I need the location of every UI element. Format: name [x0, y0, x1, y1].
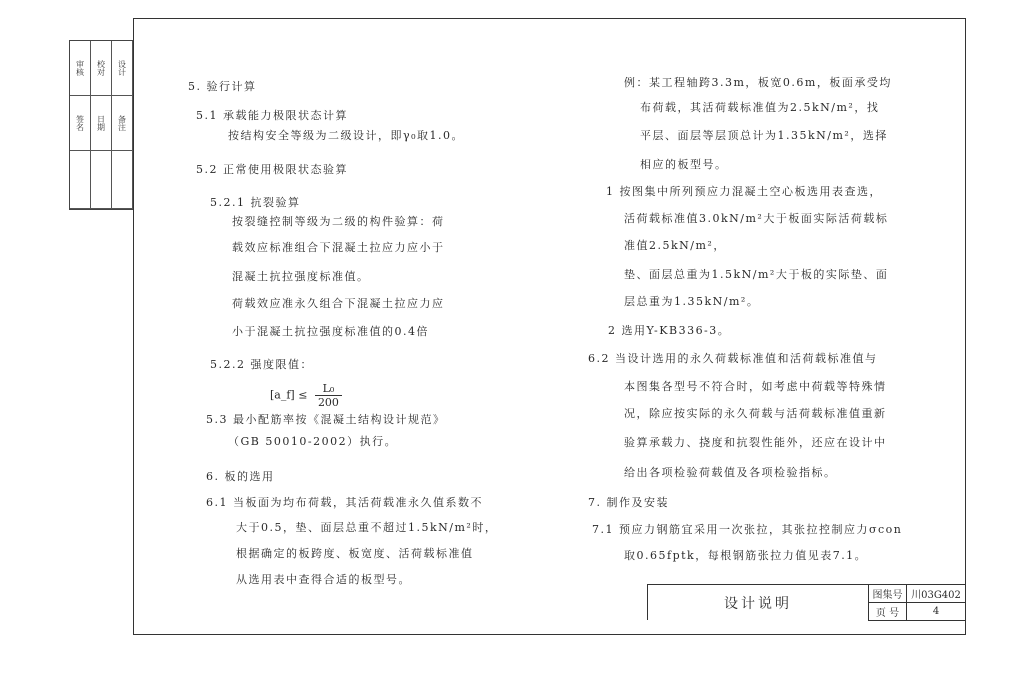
subsection-heading: 5.2.2 强度限值：: [210, 358, 313, 371]
formula-numerator: L₀: [315, 382, 342, 396]
body-text: 小于混凝土抗拉强度标准值的0.4倍: [232, 325, 429, 338]
body-text: 7.1 预应力钢筋宜采用一次张拉，其张拉控制应力σcon: [592, 523, 903, 536]
example-text: 平层、面层等层顶总计为1.35kN/m²，选择: [640, 129, 888, 142]
body-text: 6.1 当板面为均布荷载，其活荷载准永久值系数不: [206, 496, 483, 509]
stub-cell: 审核: [70, 41, 91, 96]
body-text: 活荷载标准值3.0kN/m²大于板面实际活荷载标: [624, 212, 889, 225]
stub-cell: 备注: [112, 96, 133, 151]
body-text: 况，除应按实际的永久荷载与活荷载标准值重新: [624, 407, 887, 420]
body-text: 验算承载力、挠度和抗裂性能外，还应在设计中: [624, 436, 887, 449]
page-number-value: 4: [907, 603, 966, 621]
example-text: 相应的板型号。: [640, 158, 728, 171]
example-text: 布荷载，其活荷载标准值为2.5kN/m²，找: [640, 101, 880, 114]
body-text: 按结构安全等级为二级设计，即γ₀取1.0。: [228, 129, 464, 142]
body-text: 大于0.5，垫、面层总重不超过1.5kN/m²时，: [236, 521, 498, 534]
body-text: 给出各项检验荷载值及各项检验指标。: [624, 466, 837, 479]
deflection-formula: [270, 382, 342, 409]
body-text: 根据确定的板跨度、板宽度、活荷载标准值: [236, 547, 474, 560]
subsection-heading: 5.2 正常使用极限状态验算: [196, 163, 348, 176]
formula-lhs: [a_f] ≤: [270, 388, 308, 402]
body-text: 按裂缝控制等级为二级的构件验算：荷: [232, 215, 445, 228]
section-heading: 5. 验行计算: [188, 80, 257, 93]
body-text: 载效应标准组合下混凝土拉应力应小于: [232, 241, 445, 254]
subsection-heading: 5.1 承载能力极限状态计算: [196, 109, 348, 122]
example-text: 例：某工程轴跨3.3m，板宽0.6m，板面承受均: [624, 76, 892, 89]
binding-stub: [69, 40, 133, 210]
atlas-number-value: 川03G402: [907, 585, 966, 603]
subsection-heading: 6.2 当设计选用的永久荷载标准值和活荷载标准值与: [588, 352, 878, 365]
atlas-number-label: 图集号: [869, 585, 907, 603]
body-text: 从选用表中查得合适的板型号。: [236, 573, 411, 586]
stub-cell: 设计: [112, 41, 133, 96]
section-heading: 6. 板的选用: [206, 470, 275, 483]
body-text: 混凝土抗拉强度标准值。: [232, 270, 370, 283]
stub-cell: 日期: [91, 96, 112, 151]
body-text: 层总重为1.35kN/m²。: [624, 295, 760, 308]
title-block: [647, 584, 965, 620]
subsection-heading: 5.2.1 抗裂验算: [210, 196, 301, 209]
body-text: 准值2.5kN/m²，: [624, 239, 726, 252]
stub-cell: [70, 151, 91, 209]
body-text: 本图集各型号不符合时，如考虑中荷载等特殊情: [624, 380, 887, 393]
stub-cell: 校对: [91, 41, 112, 96]
drawing-title: 设计说明: [648, 585, 869, 621]
stub-cell: [112, 151, 133, 209]
body-text: 垫、面层总重为1.5kN/m²大于板的实际垫、面: [624, 268, 889, 281]
body-text: 1 按图集中所列预应力混凝土空心板选用表查选，: [606, 185, 882, 198]
stub-cell: [91, 151, 112, 209]
body-text: （GB 50010-2002）执行。: [228, 435, 398, 448]
subsection-heading: 5.3 最小配筋率按《混凝土结构设计规范》: [206, 413, 446, 426]
page-number-label: 页 号: [869, 603, 907, 621]
body-text: 取0.65fptk，每根钢筋张拉力值见表7.1。: [624, 549, 868, 562]
stub-cell: 签名: [70, 96, 91, 151]
section-heading: 7. 制作及安装: [588, 496, 669, 509]
body-text: 荷载效应准永久组合下混凝土拉应力应: [232, 297, 445, 310]
body-text: 2 选用Y-KB336-3。: [608, 324, 731, 337]
formula-denominator: 200: [317, 396, 339, 409]
